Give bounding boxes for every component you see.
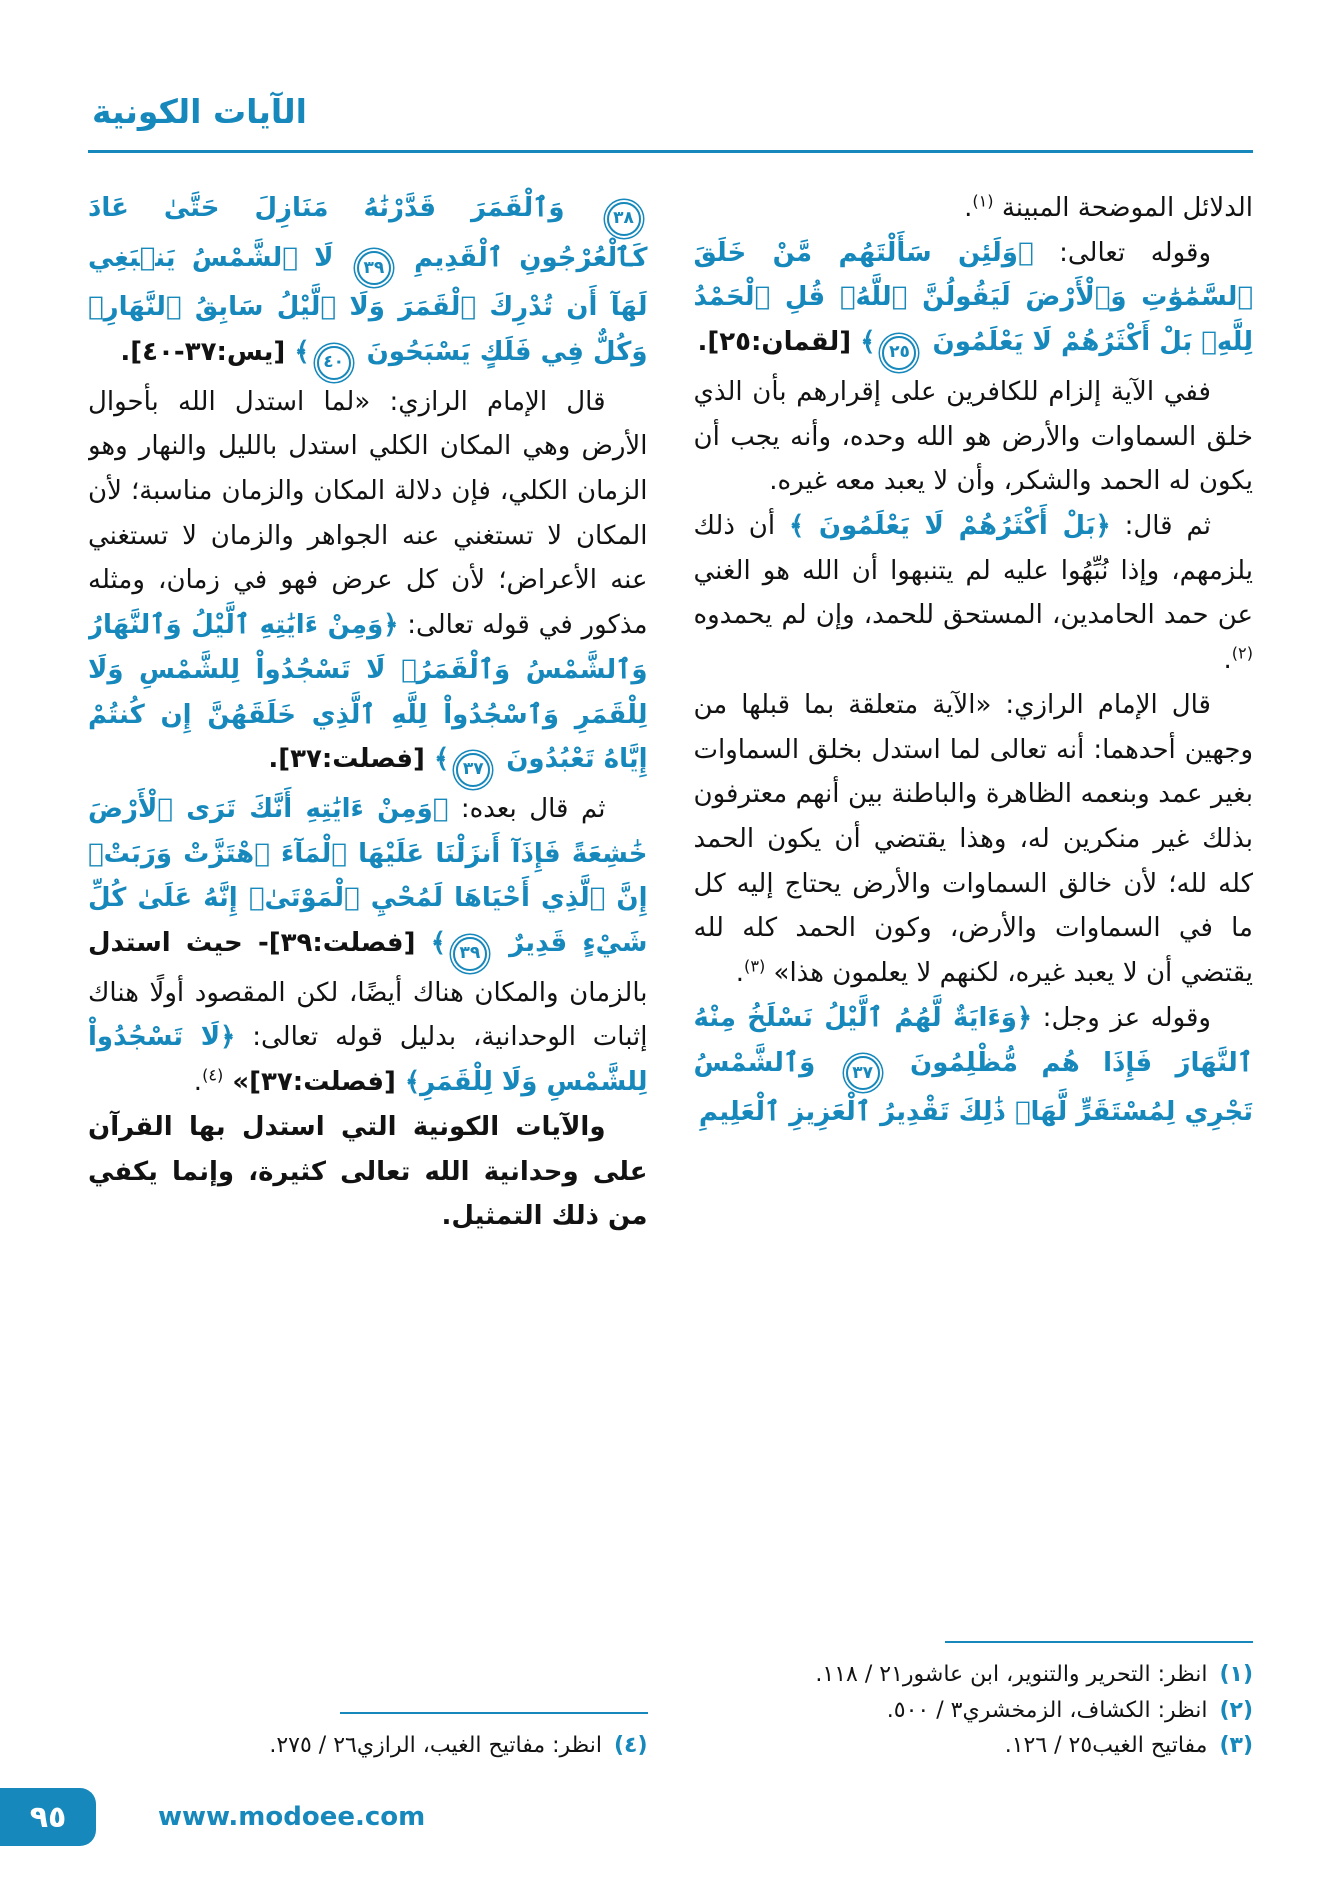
column-body [88, 186, 648, 1239]
column-left [88, 186, 648, 1770]
body-text: قال الإمام الرازي: «الآية متعلقة بما قبلها من وجهين أحدهما: أنه تعالى لما استدل بخلق السماوات بغير عمد وبنعمه الظاهرة والباطنة بين أنهم معترفون بذلك غير منكرين له، وهذا يقتضي أن يكون الحمد كله لله؛ لأن خالق السماوات والأرض يحتاج إليه كل ما في السماوات والأرض، وكون الحمد كله لله يقتضي أن لا يعبد غيره، لكنهم لا يعلمون هذا» [693, 689, 1253, 989]
footnote-number: (٢) [1219, 1697, 1253, 1723]
header-divider [88, 150, 1253, 153]
verse-number-medallion: ٣٧ [456, 753, 490, 787]
bold-text: [يس:٣٧-٤٠]. [120, 336, 295, 367]
verse-number-medallion: ٣٧ [846, 1056, 880, 1090]
paragraph [88, 186, 648, 380]
footnote [694, 1728, 1254, 1764]
quran-text: ﴿وَمِنْ ءَايَٰتِهِ ٱلَّيْلُ وَٱلنَّهَارُ وَٱلشَّمْسُ وَٱلْقَمَرُۚ لَا تَسْجُدُواْ لِلشَّمْسِ وَلَا لِلْقَمَرِ وَٱسْجُدُواْ لِلَّهِ ٱلَّذِي خَلَقَهُنَّ إِن كُنتُمْ إِيَّاهُ تَعْبُدُونَ [88, 610, 648, 775]
footnote-number: (١) [1219, 1662, 1253, 1688]
quran-text: ﴾ [433, 744, 450, 775]
footnotes-section [694, 1641, 1254, 1770]
bold-text: حيث استدل [88, 928, 243, 959]
paragraph [88, 1105, 648, 1239]
footnote-divider [945, 1641, 1253, 1644]
bold-text: [فصلت:٣٧]» [223, 1067, 405, 1098]
footnote-marker: (٣) [744, 956, 766, 976]
body-text: . [964, 193, 973, 223]
quran-text: ﴿وَلَئِن سَأَلْتَهُم مَّنْ خَلَقَ ٱلسَّمَٰوَٰتِ وَٱلْأَرْضَ لَيَقُولُنَّ ٱللَّهُۚ قُلِ ٱلْحَمْدُ لِلَّهِۚ بَلْ أَكْثَرُهُمْ لَا يَعْلَمُونَ [693, 237, 1253, 358]
quran-text: ﴾ [860, 327, 876, 358]
paragraph [694, 370, 1254, 504]
quran-text: ﴿بَلْ أَكْثَرُهُمْ لَا يَعْلَمُونَ ﴾ [789, 510, 1111, 541]
body-text: ففي الآية إلزام للكافرين على إقرارهم بأن الذي خلق السماوات والأرض هو الله وحده، وأنه يجب أن يكون له الحمد والشكر، وأن لا يعبد معه غيره. [693, 376, 1253, 497]
body-text: . [735, 958, 745, 989]
quran-text: ﴿وَمِنْ ءَايَٰتِهِ أَنَّكَ تَرَى ٱلْأَرْضَ خَٰشِعَةً فَإِذَآ أَنزَلْنَا عَلَيْهَا ٱلْمَآءَ ٱهْتَزَّتْ وَرَبَتْۚ إِنَّ ٱلَّذِي أَحْيَاهَا لَمُحْيِ ٱلْمَوْتَىٰۚ إِنَّهُ عَلَىٰ كُلِّ شَيْءٍ قَدِيرٌ [88, 793, 648, 959]
paragraph [694, 683, 1254, 996]
page-number: ٩٥ [29, 1799, 67, 1835]
chapter-title: الآيات الكونية [92, 92, 307, 131]
bold-text: [فصلت:٣٩]- [242, 928, 431, 959]
quran-text: ﴾ [430, 928, 446, 959]
body-text: قال الإمام الرازي: «لما استدل الله بأحوال الأرض وهي المكان الكلي استدل بالليل والنهار وهو الزمان الكلي، فإن دلالة المكان والزمان مناسبة؛ لأن المكان لا تستغني عنه الجواهر والزمان لا تستغني عنه الأعراض؛ لأن كل عرض فهو في زمان، ومثله مذكور في قوله تعالى: [88, 386, 648, 641]
quran-text: لَا ٱلشَّمْسُ يَنۢبَغِي لَهَآ أَن تُدْرِكَ ٱلْقَمَرَ وَلَا ٱلَّيْلُ سَابِقُ ٱلنَّهَارِۚ وَكُلٌّ فِي فَلَكٍ يَسْبَحُونَ [88, 242, 648, 367]
verse-number-medallion: ٣٩ [357, 251, 391, 285]
paragraph [694, 504, 1254, 683]
body-text: الدلائل الموضحة المبينة [993, 193, 1253, 223]
body-text: وقوله تعالى: [1033, 237, 1211, 268]
footnote [88, 1728, 648, 1764]
footnote [694, 1693, 1254, 1729]
page-content [0, 160, 1339, 1770]
body-text: أن ذلك يلزمهم، وإذا نُبِّهُوا عليه لم يتنبهوا أن الله هو الغني عن حمد الحامدين، المستحق للحمد، وإن لم يحمدوه [693, 510, 1253, 631]
website-link[interactable]: www.modoee.com [158, 1802, 426, 1832]
paragraph [694, 186, 1254, 231]
footnote-text: مفاتيح الغيب٢٥ / ١٢٦. [1004, 1733, 1208, 1759]
body-text: وقوله عز وجل: [1032, 1002, 1211, 1033]
bold-text: [فصلت:٣٧]. [268, 744, 434, 775]
paragraph [88, 380, 648, 787]
footnote-divider [340, 1712, 648, 1715]
footnote-text: انظر: الكشاف، الزمخشري٣ / ٥٠٠. [886, 1697, 1208, 1723]
quran-text: وَٱلْقَمَرَ قَدَّرْنَٰهُ مَنَازِلَ حَتَّىٰ عَادَ كَٱلْعُرْجُونِ ٱلْقَدِيمِ [88, 193, 648, 273]
verse-number-medallion: ٤٠ [317, 346, 351, 380]
footnote-marker: (٢) [1231, 643, 1253, 663]
footnote-marker: (١) [972, 191, 994, 211]
paragraph [88, 787, 648, 1105]
body-text: ثم قال بعده: [448, 793, 606, 824]
verse-number-medallion: ٢٥ [882, 336, 916, 370]
footnote [694, 1657, 1254, 1693]
page-header [0, 0, 1339, 160]
bold-text: والآيات الكونية التي استدل بها القرآن على وحدانية الله تعالى كثيرة، وإنما يكفي من ذلك التمثيل. [88, 1111, 648, 1232]
verse-number-medallion: ٣٨ [607, 202, 641, 236]
quran-text: وَٱلشَّمْسُ تَجْرِي لِمُسْتَقَرٍّ لَّهَاۚ ذَٰلِكَ تَقْدِيرُ ٱلْعَزِيزِ ٱلْعَلِيمِ [693, 1047, 1253, 1128]
body-text: . [1223, 645, 1232, 676]
body-text: . [193, 1067, 203, 1098]
verse-number-medallion: ٣٩ [453, 937, 487, 971]
footnote-number: (٣) [1219, 1733, 1253, 1759]
quran-text: ﴿وَءَايَةٌ لَّهُمُ ٱلَّيْلُ نَسْلَخُ مِنْهُ ٱلنَّهَارَ فَإِذَا هُم مُّظْلِمُونَ [693, 1002, 1253, 1078]
footnotes-section [88, 1712, 648, 1770]
footnotes-list [88, 1728, 648, 1764]
paragraph [694, 996, 1254, 1135]
footnote-marker: (٤) [202, 1065, 224, 1085]
body-text: ثم قال: [1110, 510, 1211, 541]
body-text: بالزمان والمكان هناك أيضًا، لكن المقصود أولًا هناك إثبات الوحدانية، بدليل قوله تعالى: [88, 977, 648, 1053]
paragraph [694, 231, 1254, 370]
quran-text: ﴿لَا تَسْجُدُواْ لِلشَّمْسِ وَلَا لِلْقَمَرِ﴾ [88, 1022, 648, 1098]
page-number-badge [0, 1788, 96, 1846]
footnotes-list [694, 1657, 1254, 1764]
page-footer [0, 1788, 1339, 1846]
column-body [694, 186, 1254, 1135]
footnote-text: انظر: مفاتيح الغيب، الرازي٢٦ / ٢٧٥. [269, 1733, 602, 1759]
footnote-number: (٤) [613, 1733, 648, 1759]
column-right [694, 186, 1254, 1770]
bold-text: [لقمان:٢٥]. [697, 327, 861, 358]
footnote-text: انظر: التحرير والتنوير، ابن عاشور٢١ / ١١٨. [815, 1662, 1208, 1688]
quran-text: ﴾ [294, 336, 310, 367]
